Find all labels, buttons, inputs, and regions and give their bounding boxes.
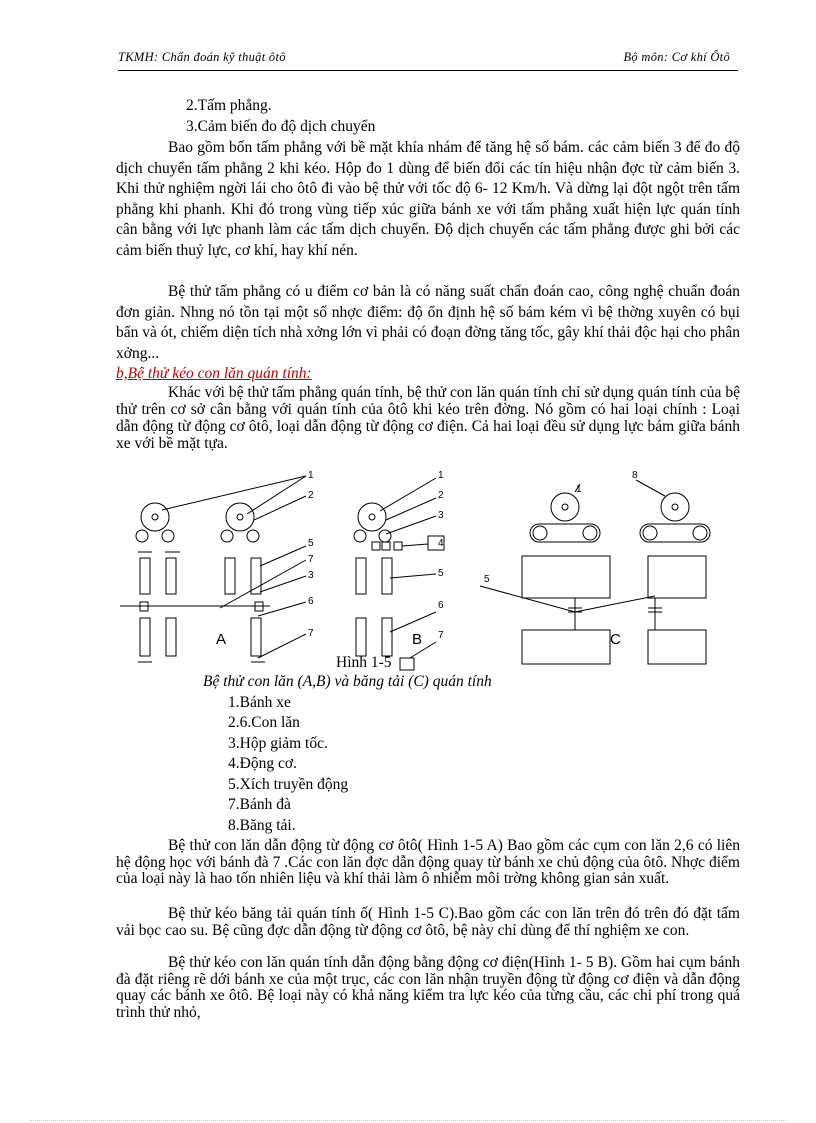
section-title: b,Bệ thử kéo con lăn quán tính: (116, 365, 312, 382)
page-header (118, 50, 730, 70)
paragraph-flat-plate: Bao gồm bốn tấm phẳng với bề mặt khía nhám để tăng hệ số bám. các cảm biến 3 để đo độ dịch chuyển tấm phẳng 2 khi kéo. Hộp đo 1 dùng để biến đổi các tín hiệu nhận đợc từ cảm biến 3. Khi thử nghiệm ngời lái cho ôtô đi vào bệ thử với tốc độ 6- 12 Km/h. Và dừng lại đột ngột trên tấm phẳng khi phanh. Khi đó trong vùng tiếp xúc giữa bánh xe với tấm phẳng xuất hiện lực quán tính cân bằng với lực phanh làm các tấm dịch chuyển. Độ dịch chuyển các tấm phẳng được ghi bởi các cảm biến thuỷ lực, cơ khí, hay khí nén. (116, 139, 740, 259)
panel-a-diagram (120, 476, 306, 662)
callout-b-4: 4 (438, 538, 444, 549)
callout-c-5: 5 (484, 574, 490, 585)
figure-caption: Bệ thử con lăn (A,B) và băng tải (C) quán tính (203, 673, 492, 690)
legend-item: 7.Bánh đà (228, 796, 291, 813)
panel-label-a: A (216, 631, 227, 648)
callout-a-6: 6 (308, 596, 314, 607)
callout-a-1: 1 (308, 470, 314, 481)
callout-b-6: 6 (438, 600, 444, 611)
intro-item: 3.Cảm biến đo độ dịch chuyển (186, 118, 376, 135)
callout-b-3: 3 (438, 510, 444, 521)
paragraph-electric-driven: Bệ thử kéo con lăn quán tính dẫn động bằng động cơ điện(Hình 1- 5 B). Gồm hai cụm bánh đà đặt riêng rẽ dới bánh xe của một trục, các con lăn nhận truyền động từ động cơ điện và dẫn động quay các bánh xe ôtô. Bệ loại này có khả năng kiểm tra lực kéo của từng cầu, các chi phí trong quá trình thử nhỏ, (116, 954, 740, 1021)
panel-label-c: C (610, 631, 621, 648)
paragraph-flat-plate-pros-cons: Bệ thử tấm phẳng có u điểm cơ bản là có năng suất chẩn đoán cao, công nghệ chuẩn đoán đơn giản. Nhng nó tồn tại một số nhợc điểm: độ ổn định hệ số bám kém vì bệ thờng xuyên có bụi bẩn và ót, chiếm diện tích nhà xởng lớn vì phải có đoạn đờng tăng tốc, gây khí thải độc hại cho phân xởng... (116, 283, 740, 362)
legend-item: 1.Bánh xe (228, 694, 291, 711)
paragraph-engine-driven: Bệ thử con lăn dẫn động từ động cơ ôtô( Hình 1-5 A) Bao gồm các cụm con lăn 2,6 có liên hệ động học với bánh đà 7 .Các con lăn đợc dẫn động quay từ bánh xe chủ động của ôtô. Nhợc điểm của loại này là hao tốn nhiên liệu và khí thải làm ô nhiễm môi trờng không gian sản xuất. (116, 837, 740, 887)
callout-b-1: 1 (438, 470, 444, 481)
legend-item: 8.Băng tải. (228, 817, 296, 834)
callout-b-7: 7 (438, 630, 444, 641)
callout-a-3: 3 (308, 570, 314, 581)
callout-b-2: 2 (438, 490, 444, 501)
header-department: Bộ môn: Cơ khí Ôtô (623, 50, 730, 64)
callout-a-7: 7 (308, 554, 314, 565)
callout-a-2: 2 (308, 490, 314, 501)
footer-rule (30, 1120, 786, 1121)
legend-item: 5.Xích truyền động (228, 776, 349, 793)
callout-a-5: 5 (308, 538, 314, 549)
header-course: TKMH: Chẩn đoán kỹ thuật ôtô (118, 50, 286, 64)
paragraph-belt-bench: Bệ thử kéo băng tải quán tính ố( Hình 1-5 C).Bao gồm các con lăn trên đó trên đó đặt tấm vải bọc cao su. Bệ cũng đợc dẫn động từ động cơ ôtô, bệ này chỉ dùng để thí nghiệm xe con. (116, 905, 740, 939)
callout-c-8: 8 (632, 470, 638, 481)
panel-label-b: B (412, 631, 423, 648)
callout-b-5: 5 (438, 568, 444, 579)
paragraph-roller-intro: Khác với bệ thử tấm phẳng quán tính, bệ thử con lăn quán tính chỉ sử dụng quán tính của bệ thử trên cơ sở cân bằng với quán tính của ôtô khi kéo trên đờng. Nó gồm có hai loại chính : Loại dẫn động từ động cơ ôtô, loại dẫn động từ động cơ điện. Cả hai loại đều sử dụng lực bám giữa bánh xe với bề mặt tựa. (116, 384, 740, 452)
intro-item: 2.Tấm phẳng. (186, 97, 272, 114)
figure-roller-test-bench (110, 462, 730, 674)
figure-number: Hình 1-5 (336, 654, 392, 671)
callout-c-1: 1 (576, 484, 582, 495)
header-rule (118, 70, 738, 71)
panel-b-diagram (354, 478, 444, 670)
legend-item: 2.6.Con lăn (228, 714, 300, 731)
callout-a-7b: 7 (308, 628, 314, 639)
panel-c-diagram (480, 480, 710, 664)
legend-item: 3.Hộp giảm tốc. (228, 735, 328, 752)
legend-item: 4.Động cơ. (228, 755, 297, 772)
